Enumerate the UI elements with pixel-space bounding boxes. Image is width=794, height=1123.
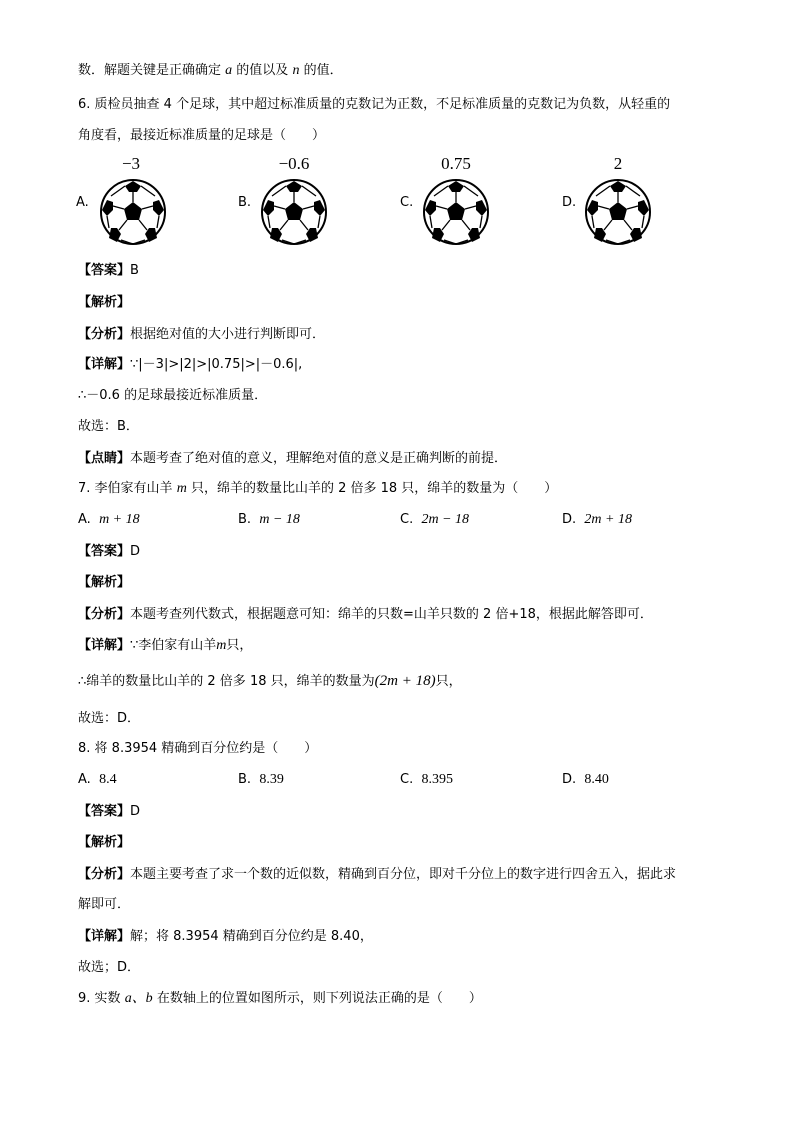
option-letter: A. <box>78 512 91 527</box>
ball-b-value: −0.6 <box>278 154 310 173</box>
q7-stem <box>78 480 557 498</box>
q6-analysis-tag: 【解析】 <box>78 295 131 310</box>
option-letter: B. <box>238 512 252 527</box>
answer-value: D <box>130 804 141 819</box>
therefore-expr: (2m + 18) <box>374 673 436 689</box>
q7-option-b <box>238 511 300 529</box>
q9-stem <box>78 990 482 1008</box>
option-value: 8.4 <box>99 772 117 787</box>
q7-analysis-tag: 【解析】 <box>78 575 131 590</box>
answer-tag: 【答案】 <box>78 544 131 559</box>
option-letter: D. <box>562 772 577 787</box>
option-letter: A. <box>78 772 91 787</box>
fenxi-text: 本题考查列代数式，根据题意可知：绵羊的只数=山羊只数的 2 倍+18，根据此解答即可． <box>130 607 653 622</box>
top-line <box>78 62 343 80</box>
q8-fenxi-line1 <box>78 866 676 884</box>
therefore-post: 只， <box>435 674 462 689</box>
xiangjie-post: 只， <box>226 638 253 653</box>
answer-tag: 【答案】 <box>78 263 131 278</box>
q8-analysis-tag: 【解析】 <box>78 835 131 850</box>
option-expr: 2m − 18 <box>421 512 470 527</box>
option-b-letter: B. <box>238 195 252 210</box>
q7-xiangjie <box>78 637 252 655</box>
q8-option-d <box>562 771 609 789</box>
xiangjie-text: 解；将 8.3954 精确到百分位约是 8.40， <box>130 929 373 944</box>
option-d-letter: D. <box>562 195 577 210</box>
q8-fenxi-line2: 解即可． <box>78 897 131 912</box>
xiangjie-tag: 【详解】 <box>78 638 131 653</box>
dianjing-tag: 【点睛】 <box>78 451 131 466</box>
q6-therefore: ∴－0.6 的足球最接近标准质量． <box>78 388 268 403</box>
option-expr: m + 18 <box>99 512 140 527</box>
xiangjie-text: ∵|－3|>|2|>|0.75|>|－0.6|, <box>130 357 303 372</box>
q8-stem: 8. 将 8.3954 精确到百分位约是（ ） <box>78 741 318 756</box>
var-m: m <box>176 481 187 496</box>
fenxi-tag: 【分析】 <box>78 607 131 622</box>
xiangjie-tag: 【详解】 <box>78 929 131 944</box>
soccer-ball-icon <box>260 178 328 246</box>
fenxi-text: 根据绝对值的大小进行判断即可． <box>130 327 326 342</box>
q7-option-a <box>78 511 140 529</box>
q7-choose: 故选：D． <box>78 711 141 726</box>
q6-stem-line1: 6. 质检员抽查 4 个足球，其中超过标准质量的克数记为正数，不足标准质量的克数记为负数，从轻重的 <box>78 97 671 112</box>
answer-value: B <box>130 263 139 278</box>
q6-fenxi <box>78 326 325 344</box>
ball-a-value: −3 <box>121 154 141 173</box>
q8-xiangjie <box>78 928 373 946</box>
fenxi-text: 本题主要考查了求一个数的近似数，精确到百分位，即对千分位上的数字进行四舍五入，据此求 <box>130 867 677 882</box>
q6-choose: 故选：B． <box>78 419 139 434</box>
q7-answer <box>78 543 140 561</box>
var-ab: a、b <box>124 991 153 1006</box>
var-a: a <box>225 63 233 78</box>
q7-option-c <box>400 511 469 529</box>
var-n: n <box>292 63 300 78</box>
q8-choose: 故选；D． <box>78 960 141 975</box>
q8-option-b <box>238 771 284 789</box>
q8-option-c <box>400 771 453 789</box>
q7-stem-pre: 7. 李伯家有山羊 <box>78 481 173 496</box>
therefore-pre: ∴绵羊的数量比山羊的 2 倍多 18 只，绵羊的数量为 <box>78 674 375 689</box>
q7-option-d <box>562 511 632 529</box>
q8-answer <box>78 803 140 821</box>
option-a-letter: A. <box>76 195 89 210</box>
q8-option-a <box>78 771 117 789</box>
q9-stem-pre: 9. 实数 <box>78 991 121 1006</box>
ball-d-value: 2 <box>613 154 623 173</box>
xiangjie-pre: ∵李伯家有山羊 <box>130 638 217 653</box>
option-c-letter: C. <box>400 195 414 210</box>
option-letter: C. <box>400 772 414 787</box>
soccer-ball-icon <box>99 178 167 246</box>
var-m: m <box>216 638 227 653</box>
fenxi-tag: 【分析】 <box>78 327 131 342</box>
fenxi-tag: 【分析】 <box>78 867 131 882</box>
q6-dianjing <box>78 450 507 468</box>
top-line-prefix: 数．解题关键是正确确定 <box>78 63 222 78</box>
xiangjie-tag: 【详解】 <box>78 357 131 372</box>
q6-stem-line2: 角度看，最接近标准质量的足球是（ ） <box>78 128 326 143</box>
option-expr: 2m + 18 <box>584 512 632 527</box>
top-line-middle: 的值以及 <box>236 63 289 78</box>
q7-therefore <box>78 672 462 691</box>
option-value: 8.40 <box>584 772 609 787</box>
ball-c-value: 0.75 <box>441 154 471 173</box>
option-letter: B. <box>238 772 252 787</box>
dianjing-text: 本题考查了绝对值的意义，理解绝对值的意义是正确判断的前提． <box>130 451 508 466</box>
q9-stem-post: 在数轴上的位置如图所示，则下列说法正确的是（ ） <box>156 991 482 1006</box>
option-letter: C. <box>400 512 414 527</box>
q6-xiangjie <box>78 356 302 374</box>
option-letter: D. <box>562 512 577 527</box>
answer-tag: 【答案】 <box>78 804 131 819</box>
option-value: 8.39 <box>259 772 284 787</box>
top-line-suffix: 的值． <box>303 63 343 78</box>
option-value: 8.395 <box>421 772 453 787</box>
option-expr: m − 18 <box>259 512 300 527</box>
q7-fenxi <box>78 606 653 624</box>
q7-stem-post: 只，绵羊的数量比山羊的 2 倍多 18 只，绵羊的数量为（ ） <box>190 481 558 496</box>
answer-value: D <box>130 544 141 559</box>
q6-answer <box>78 262 139 280</box>
soccer-ball-icon <box>422 178 490 246</box>
soccer-ball-icon <box>584 178 652 246</box>
